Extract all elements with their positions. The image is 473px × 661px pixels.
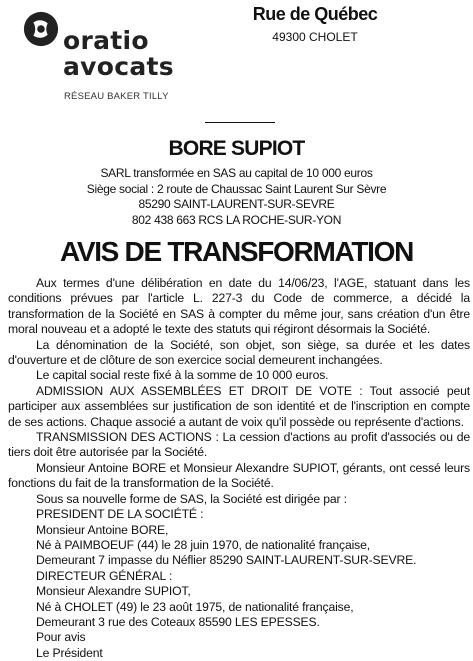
company-info — [0, 166, 473, 228]
address-street: Rue de Québec — [252, 4, 378, 24]
notice-paragraph: Monsieur Antoine BORE et Monsieur Alexandre SUPIOT, gérants, ont cessé leurs fonctions du fait de la transformation de la Société. — [8, 460, 470, 491]
notice-paragraph: La dénomination de la Société, son objet, son siège, sa durée et les dates d'ouverture et de clôture de son exercice social demeurent inchangées. — [8, 337, 470, 368]
notice-paragraph: Sous sa nouvelle forme de SAS, la Société est dirigée par : — [36, 491, 347, 506]
company-info-line: 802 438 663 RCS LA ROCHE-SUR-YON — [131, 212, 342, 227]
header — [0, 0, 473, 110]
notice-line: Né à PAIMBOEUF (44) le 28 juin 1970, de nationalité française, — [36, 537, 370, 552]
notice-paragraph: ADMISSION AUX ASSEMBLÉES ET DROIT DE VOTE : Tout associé peut participer aux assemblées sur justification de son identité et de l'inscription en compte de ses actions. Chaque associé a autant de voix qu'il possède ou représente d'actions. — [8, 383, 470, 429]
oratio-logo-icon — [22, 10, 60, 48]
notice-line: Monsieur Alexandre SUPIOT, — [36, 584, 191, 599]
notice-line: Né à CHOLET (49) le 23 août 1975, de nationalité française, — [36, 599, 354, 614]
company-info-line: Siège social : 2 route de Chaussac Saint Laurent Sur Sèvre — [86, 181, 387, 196]
company-name: BORE SUPIOT — [168, 137, 305, 160]
notice-line: Pour avis — [36, 630, 86, 645]
logo-name: oratio — [63, 26, 149, 55]
company-info-line: 85290 SAINT-LAURENT-SUR-SEVRE — [138, 197, 335, 211]
notice-title: AVIS DE TRANSFORMATION — [59, 236, 414, 267]
notice-line: DIRECTEUR GÉNÉRAL : — [36, 568, 173, 583]
notice-line: Demeurant 3 rue des Coteaux 85590 LES EPESSES. — [36, 614, 320, 629]
company-info-line: SARL transformée en SAS au capital de 10 000 euros — [100, 166, 373, 180]
notice-paragraph: Aux termes d'une délibération en date du 14/06/23, l'AGE, statuant dans les conditions prévues par l'article L. 227-3 du Code de commerce, a décidé la transformation de la Société en SAS à compter du même jour, sans création d'un être moral nouveau et a adopté le texte des statuts qui régiront désormais la Société. — [8, 276, 470, 337]
logo-network: RÉSEAU BAKER TILLY — [64, 91, 169, 102]
divider — [205, 122, 275, 123]
notice-line: Monsieur Antoine BORE, — [36, 522, 169, 537]
notice-body — [8, 276, 470, 661]
notice-paragraph: Le capital social reste fixé à la somme de 10 000 euros. — [36, 368, 329, 383]
notice-line: Demeurant 7 impasse du Néflier 85290 SAINT-LAURENT-SUR-SEVRE. — [36, 553, 417, 568]
notice-line: PRESIDENT DE LA SOCIÉTÉ : — [36, 507, 204, 522]
address-city: 49300 CHOLET — [272, 30, 358, 44]
notice-line: Le Président — [36, 645, 103, 660]
logo-tagline: avocats — [63, 52, 174, 81]
notice-paragraph: TRANSMISSION DES ACTIONS : La cession d'actions au profit d'associés ou de tiers doit être autorisée par la Société. — [8, 430, 470, 460]
